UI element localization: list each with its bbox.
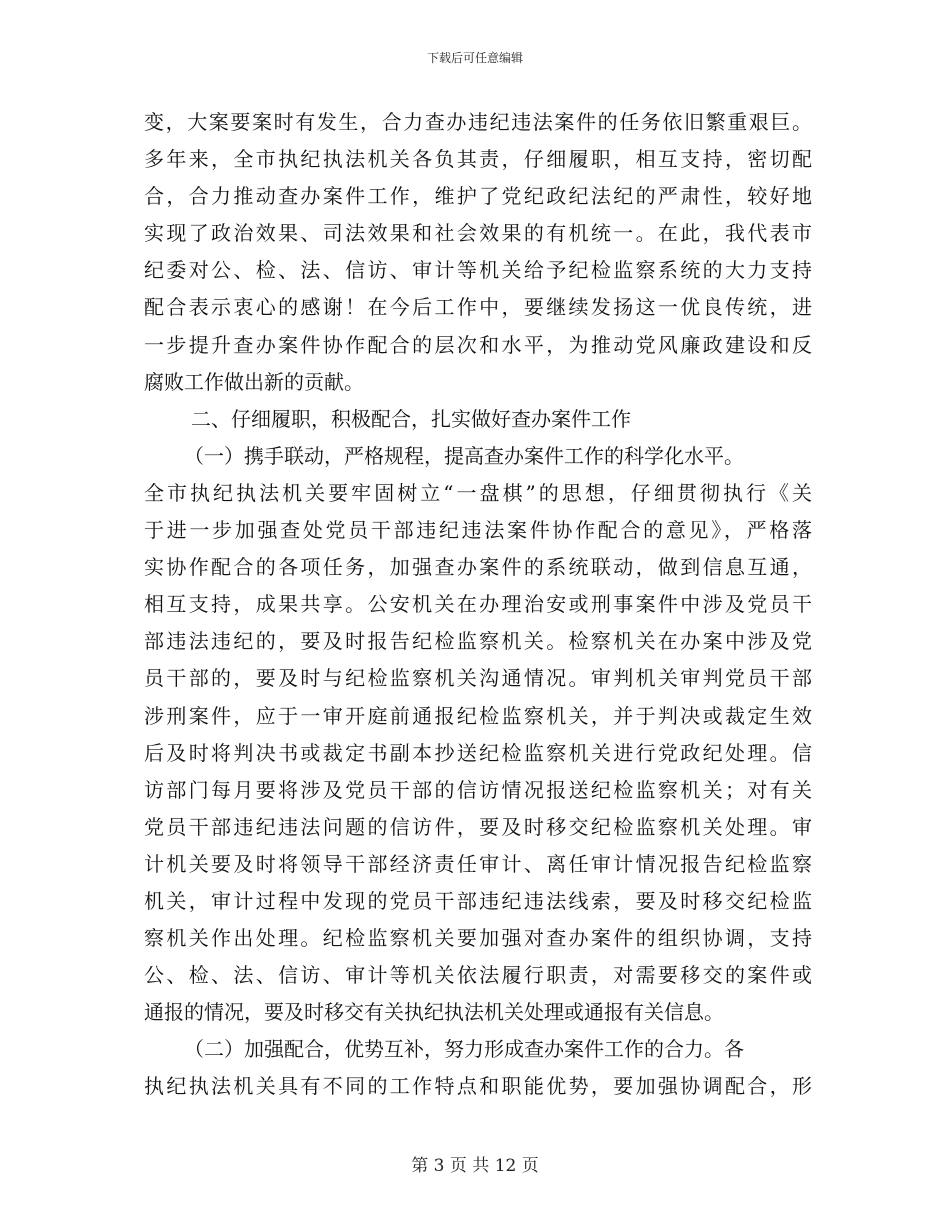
text-line: 党员干部违纪违法问题的信访件，要及时移交纪检监察机关处理。审 <box>144 814 812 839</box>
text-line: 涉刑案件，应于一审开庭前通报纪检监察机关，并于判决或裁定生效 <box>144 703 812 728</box>
text-line: 计机关要及时将领导干部经济责任审计、离任审计情况报告纪检监察 <box>144 851 812 876</box>
text-line: 合，合力推动查办案件工作，维护了党纪政纪法纪的严肃性，较好地 <box>144 184 812 209</box>
text-line: 员干部的，要及时与纪检监察机关沟通情况。审判机关审判党员干部 <box>144 666 812 691</box>
text-line: 后及时将判决书或裁定书副本抄送纪检监察机关进行党政纪处理。信 <box>144 740 812 765</box>
text-line: 通报的情况，要及时移交有关执纪执法机关处理或通报有关信息。 <box>144 1000 724 1025</box>
text-line: 纪委对公、检、法、信访、审计等机关给予纪检监察系统的大力支持 <box>144 258 812 283</box>
text-line: 变，大案要案时有发生，合力查办违纪违法案件的任务依旧繁重艰巨。 <box>144 110 812 134</box>
text-line: 配合表示衷心的感谢！在今后工作中，要继续发扬这一优良传统，进 <box>144 295 812 320</box>
subsection-heading: （一）携手联动，严格规程，提高查办案件工作的科学化水平。 <box>184 443 744 468</box>
text-line: 执纪执法机关具有不同的工作特点和职能优势，要加强协调配合，形 <box>144 1074 812 1099</box>
section-heading: 二、仔细履职，积极配合，扎实做好查办案件工作 <box>191 406 631 431</box>
subsection-heading: （二）加强配合，优势互补，努力形成查办案件工作的合力。各 <box>184 1037 744 1062</box>
text-line: 察机关作出处理。纪检监察机关要加强对查办案件的组织协调，支持 <box>144 926 812 951</box>
text-line: 于进一步加强查处党员干部违纪违法案件协作配合的意见》，严格落 <box>144 518 812 543</box>
page-number-footer: 第 3 页 共 12 页 <box>411 1156 539 1176</box>
text-line: 公、检、法、信访、审计等机关依法履行职责，对需要移交的案件或 <box>144 963 812 988</box>
page-header: 下载后可任意编辑 <box>426 51 523 65</box>
text-line: 部违法违纪的，要及时报告纪检监察机关。检察机关在办案中涉及党 <box>144 629 812 654</box>
text-line: 一步提升查办案件协作配合的层次和水平，为推动党风廉政建设和反 <box>144 332 812 357</box>
text-line: 实协作配合的各项任务，加强查办案件的系统联动，做到信息互通， <box>144 555 812 580</box>
document-body <box>144 104 812 1106</box>
text-line: 腐败工作做出新的贡献。 <box>144 369 364 394</box>
text-line: 访部门每月要将涉及党员干部的信访情况报送纪检监察机关；对有关 <box>144 777 812 802</box>
text-line: 相互支持，成果共享。公安机关在办理治安或刑事案件中涉及党员干 <box>144 592 812 617</box>
text-line: 实现了政治效果、司法效果和社会效果的有机统一。在此，我代表市 <box>144 221 812 246</box>
text-line: 多年来，全市执纪执法机关各负其责，仔细履职，相互支持，密切配 <box>144 147 812 172</box>
text-line: 机关，审计过程中发现的党员干部违纪违法线索，要及时移交纪检监 <box>144 888 812 913</box>
text-line: 全市执纪执法机关要牢固树立“一盘棋”的思想，仔细贯彻执行《关 <box>144 480 812 505</box>
